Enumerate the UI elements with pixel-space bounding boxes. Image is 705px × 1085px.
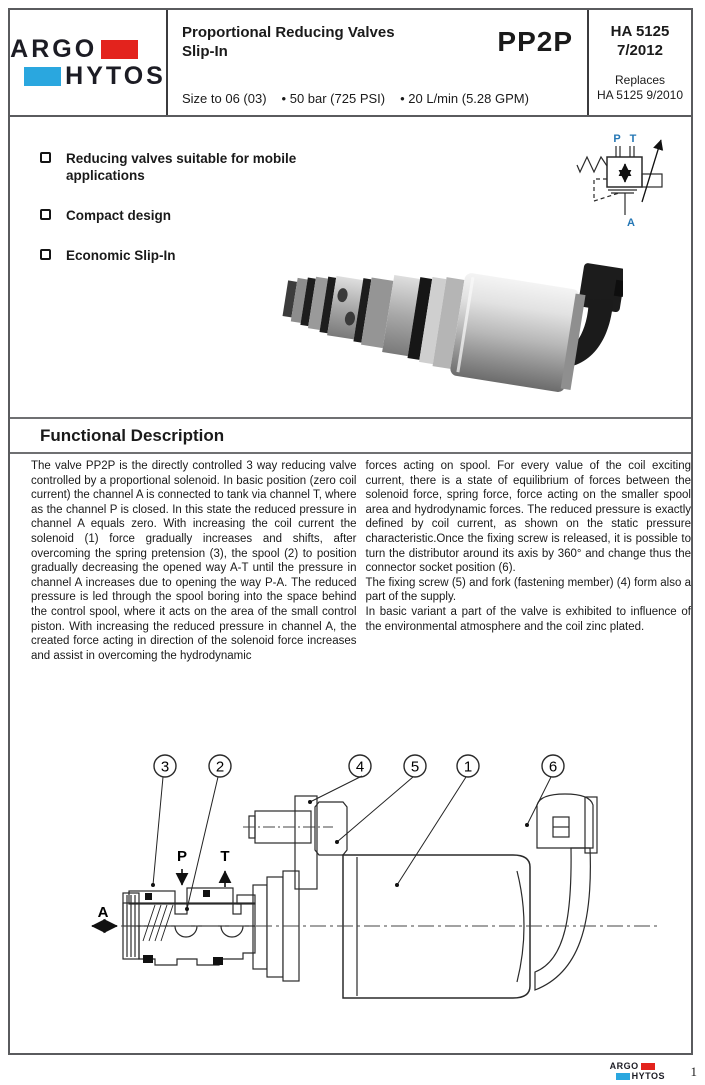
header-doc-cell	[589, 10, 691, 115]
spec-flow: • 20 L/min (5.28 GPM)	[400, 91, 529, 106]
drawing-connector	[535, 794, 597, 990]
page-number: 1	[690, 1064, 697, 1079]
square-bullet-icon	[40, 209, 51, 220]
spec-pressure: • 50 bar (725 PSI)	[281, 91, 386, 106]
symbol-solenoid-box	[642, 174, 662, 187]
page-frame	[8, 8, 693, 1055]
hydraulic-symbol	[575, 126, 705, 238]
drawing-label-p: P	[176, 848, 188, 865]
list-item	[40, 150, 340, 184]
drawing-spring-hatch	[143, 905, 173, 941]
divider	[10, 452, 691, 454]
logo-row-top	[10, 34, 166, 63]
callout-number: 1	[463, 758, 473, 776]
replaces-code: HA 5125 9/2010	[596, 88, 684, 102]
logo-text-argo: ARGO	[10, 34, 98, 63]
symbol-label-t: T	[629, 133, 637, 145]
title-line2: Slip-In	[182, 43, 228, 60]
drawing-fixing-screw	[243, 811, 333, 843]
footer-logo-text-argo: ARGO	[609, 1061, 639, 1071]
paragraph: In basic variant a part of the valve is exhibited to influence of the environmental atmosphere and the coil zinc plated.	[365, 605, 691, 633]
argo-hytos-logo	[10, 34, 166, 90]
drawing-label-t: T	[220, 848, 230, 865]
feature-text: Compact design	[66, 208, 172, 223]
square-bullet-icon	[40, 152, 51, 163]
drawing-label-a: A	[97, 904, 109, 921]
symbol-label-a: A	[627, 217, 635, 229]
symbol-proportional-arrow	[642, 140, 661, 202]
header-logo-cell	[10, 10, 168, 115]
footer-logo-row-top	[610, 1062, 665, 1071]
header	[10, 10, 691, 117]
callout-number: 6	[548, 758, 558, 776]
logo-red-rect	[101, 40, 138, 59]
symbol-spring-icon	[577, 157, 607, 172]
square-bullet-icon	[40, 249, 51, 260]
logo-blue-rect	[24, 67, 61, 86]
symbol-label-p: P	[613, 133, 621, 145]
spec-line	[182, 91, 544, 106]
footer-logo-blue-rect	[616, 1073, 630, 1080]
list-item	[40, 207, 340, 224]
title-line1: Proportional Reducing Valves	[182, 24, 395, 41]
technical-drawing	[85, 745, 665, 1037]
callout-4	[349, 755, 371, 777]
callout-number: 2	[215, 758, 225, 776]
callout-5	[404, 755, 426, 777]
description-columns	[31, 459, 691, 663]
callout-6	[542, 755, 564, 777]
callout-1	[457, 755, 479, 777]
footer-logo-row-bottom	[616, 1072, 665, 1081]
doc-code	[589, 22, 691, 60]
description-right-column	[366, 459, 692, 663]
product-photo	[273, 234, 623, 419]
paragraph: The fixing screw (5) and fork (fastening member) (4) form also a part of the supply.	[365, 576, 691, 604]
logo-text-hytos: HYTOS	[65, 61, 166, 90]
paragraph: The valve PP2P is the directly controlled 3 way reducing valve controlled by a proportional solenoid. In basic position (zero coil current) the channel A is connected to tank via channel T, where as the channel P is closed. In this state the reduced pressure in channel A equals zero. With increasing the coil current the solenoid (1) force gradually increases and shifts, after overcoming the spring pretension (3), the spool (2) to position gradually decreasing the opened way A-T until the pressure in channel A increases due to opening the way P-A. The reduced pressure is led through the spool boring into the space behind the control spool, where it acts on the area of the small control piston. With increasing the reduced pressure in channel A, the created force acting in direction of the solenoid force increases and assist in overcoming the hydrodynamic	[31, 460, 357, 662]
functional-description-band	[10, 417, 691, 454]
valve-photo-group	[278, 234, 623, 400]
footer-logo-red-rect	[641, 1063, 655, 1070]
footer-logo	[610, 1062, 665, 1081]
description-left-column	[31, 459, 357, 663]
paragraph: forces acting on spool. For every value of the coil exciting current, there is a state of equilibrium of forces between the solenoid force, spring force, force acting on the smaller spool area and hydrodynamic forces. The reduced pressure is exactly defined by coil current, as shown on the static pressure characteristic.Once the fixing screw is released, it is possible to turn the distributor around its axis by 360° and change thus the connector socket position (6).	[365, 460, 691, 575]
symbol-port-lines	[616, 146, 634, 157]
drawing-callouts	[154, 755, 564, 777]
replaces-label: Replaces	[614, 73, 666, 87]
callout-3	[154, 755, 176, 777]
replaces-note	[589, 73, 691, 103]
footer-logo-text-hytos: HYTOS	[631, 1071, 665, 1081]
drawing-leader-lines	[153, 776, 551, 909]
callout-2	[209, 755, 231, 777]
callout-number: 4	[355, 758, 365, 776]
logo-row-bottom	[24, 61, 166, 90]
spec-size: Size to 06 (03)	[182, 91, 267, 106]
header-title-cell	[168, 10, 589, 115]
callout-number: 5	[410, 758, 420, 776]
footer	[0, 1058, 705, 1085]
feature-text: Reducing valves suitable for mobile applications	[66, 151, 297, 183]
drawing-port-labels	[92, 848, 230, 926]
drawing-screw-nut	[315, 802, 347, 855]
doc-code-number: HA 5125	[610, 23, 670, 40]
feature-text: Economic Slip-In	[66, 248, 176, 263]
photo-solenoid-can	[449, 272, 580, 393]
document-title	[182, 23, 395, 61]
drawing-cartridge-section	[123, 888, 255, 926]
callout-number: 3	[160, 758, 170, 776]
doc-code-date: 7/2012	[617, 42, 663, 59]
model-code: PP2P	[497, 26, 573, 57]
section-heading: Functional Description	[40, 426, 225, 445]
